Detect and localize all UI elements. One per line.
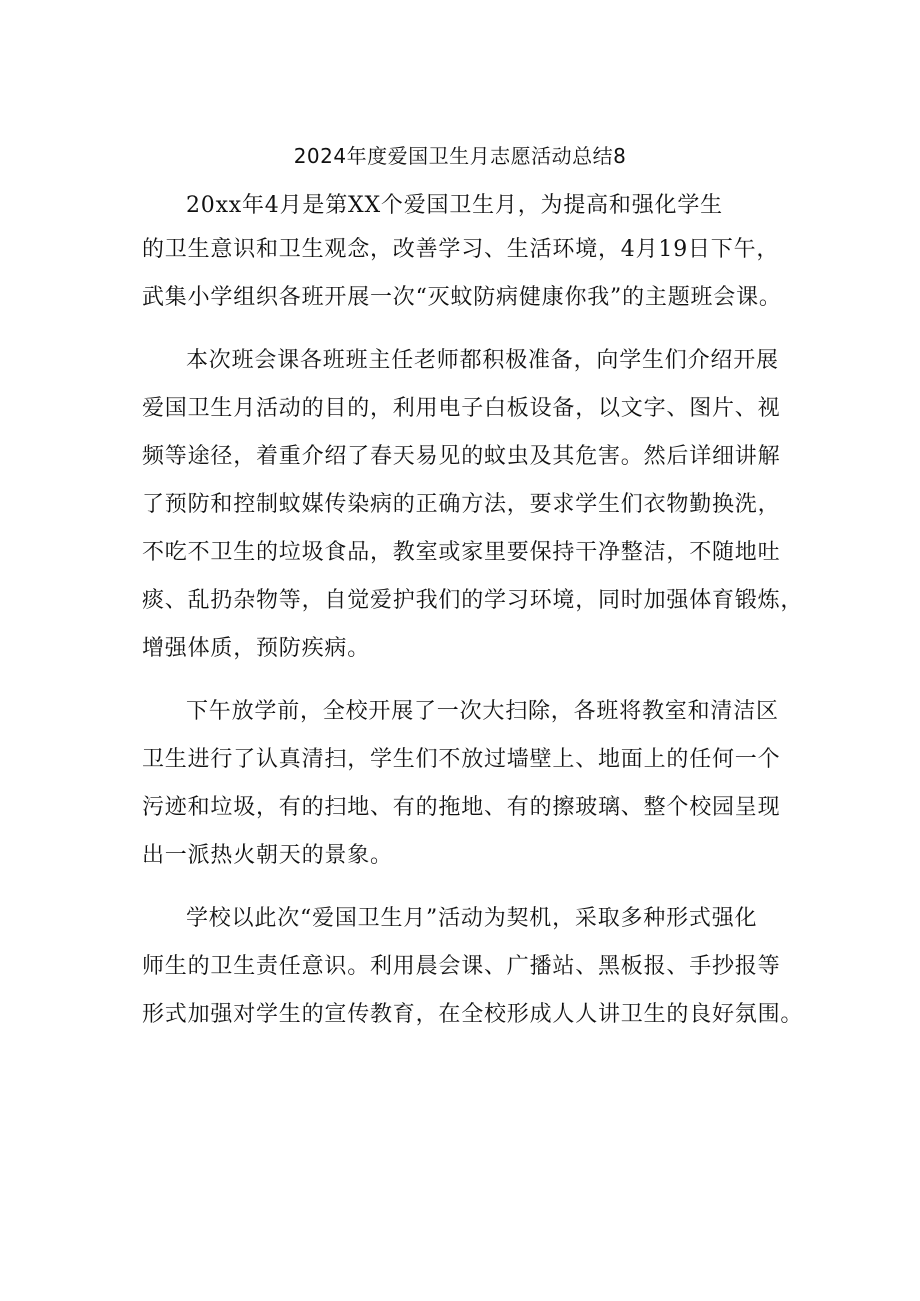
- paragraph-2-line-7: 增强体质，预防疾病。: [142, 636, 371, 661]
- document-title: 2024年度爱国卫生月志愿活动总结8: [293, 144, 627, 168]
- paragraph-4-line-3: 形式加强对学生的宣传教育，在全校形成人人讲卫生的良好氛围。: [142, 1002, 804, 1027]
- paragraph-3-line-2: 卫生进行了认真清扫，学生们不放过墙壁上、地面上的任何一个: [142, 747, 781, 772]
- paragraph-2-line-6: 痰、乱扔杂物等，自觉爱护我们的学习环境，同时加强体育锻炼，: [142, 588, 804, 613]
- paragraph-3-line-1: 下午放学前，全校开展了一次大扫除，各班将教室和清洁区: [186, 699, 779, 724]
- paragraph-3-line-3: 污迹和垃圾，有的扫地、有的拖地、有的擦玻璃、整个校园呈现: [142, 795, 781, 820]
- paragraph-1-line-2: 的卫生意识和卫生观念，改善学习、生活环境，4月19日下午，: [142, 237, 780, 262]
- paragraph-2-line-5: 不吃不卫生的垃圾食品，教室或家里要保持干净整洁，不随地吐: [142, 540, 781, 565]
- paragraph-2-line-1: 本次班会课各班班主任老师都积极准备，向学生们介绍开展: [186, 348, 779, 373]
- paragraph-4-line-1: 学校以此次“爱国卫生月”活动为契机，采取多种形式强化: [186, 906, 758, 931]
- paragraph-2-line-4: 了预防和控制蚊媒传染病的正确方法，要求学生们衣物勤换洗，: [142, 492, 781, 517]
- paragraph-4-line-2: 师生的卫生责任意识。利用晨会课、广播站、黑板报、手抄报等: [142, 954, 781, 979]
- paragraph-3-line-4: 出一派热火朝天的景象。: [142, 843, 393, 868]
- paragraph-1-line-1: 20xx年4月是第XX个爱国卫生月，为提高和强化学生: [186, 193, 723, 218]
- paragraph-2-line-2: 爱国卫生月活动的目的，利用电子白板设备，以文字、图片、视: [142, 396, 781, 421]
- paragraph-2-line-3: 频等途径，着重介绍了春天易见的蚊虫及其危害。然后详细讲解: [142, 444, 781, 469]
- paragraph-1-line-3: 武集小学组织各班开展一次“灭蚊防病健康你我”的主题班会课。: [142, 285, 782, 310]
